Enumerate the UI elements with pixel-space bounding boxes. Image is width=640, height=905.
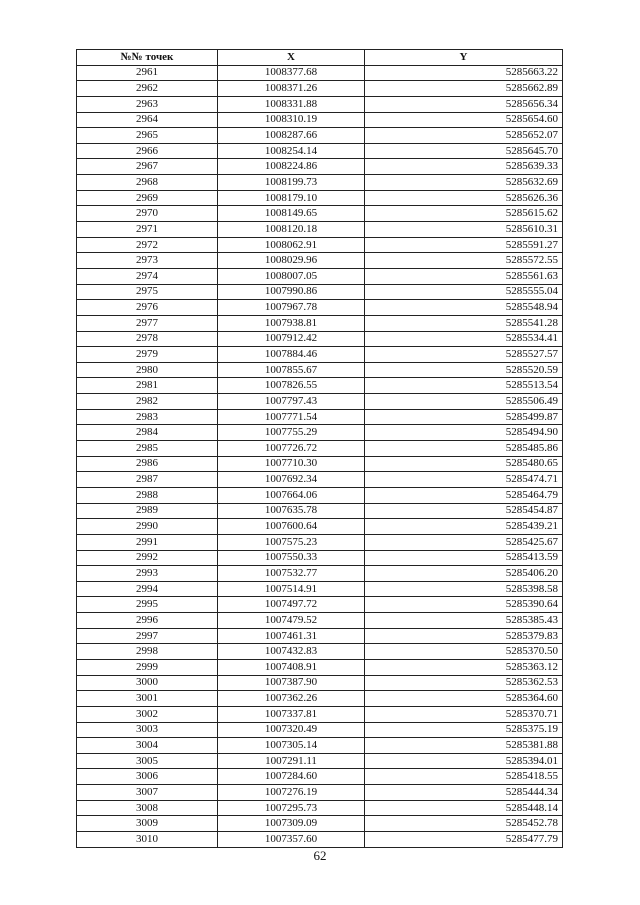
cell-x: 1007855.67 [218, 362, 365, 378]
cell-x: 1008224.86 [218, 159, 365, 175]
cell-x: 1008310.19 [218, 112, 365, 128]
cell-x: 1007514.91 [218, 581, 365, 597]
cell-x: 1007432.83 [218, 644, 365, 660]
cell-y: 5285656.34 [365, 96, 563, 112]
table-row [77, 738, 563, 754]
cell-x: 1008377.68 [218, 65, 365, 81]
cell-x: 1007990.86 [218, 284, 365, 300]
cell-point-number: 2978 [77, 331, 218, 347]
cell-y: 5285394.01 [365, 753, 563, 769]
cell-point-number: 2983 [77, 409, 218, 425]
cell-y: 5285527.57 [365, 347, 563, 363]
cell-point-number: 3005 [77, 753, 218, 769]
cell-y: 5285572.55 [365, 253, 563, 269]
cell-y: 5285364.60 [365, 691, 563, 707]
cell-point-number: 3007 [77, 785, 218, 801]
cell-y: 5285362.53 [365, 675, 563, 691]
table-row [77, 315, 563, 331]
cell-x: 1007291.11 [218, 753, 365, 769]
cell-y: 5285474.71 [365, 472, 563, 488]
cell-x: 1007479.52 [218, 613, 365, 629]
table-body [77, 65, 563, 847]
cell-x: 1007967.78 [218, 300, 365, 316]
table-row [77, 534, 563, 550]
cell-x: 1007726.72 [218, 441, 365, 457]
cell-x: 1007664.06 [218, 487, 365, 503]
cell-y: 5285639.33 [365, 159, 563, 175]
cell-x: 1008331.88 [218, 96, 365, 112]
cell-point-number: 2981 [77, 378, 218, 394]
cell-point-number: 3009 [77, 816, 218, 832]
cell-point-number: 2982 [77, 394, 218, 410]
cell-point-number: 2976 [77, 300, 218, 316]
cell-x: 1007575.23 [218, 534, 365, 550]
table-row [77, 409, 563, 425]
table-row [77, 175, 563, 191]
cell-y: 5285398.58 [365, 581, 563, 597]
table-row [77, 362, 563, 378]
cell-x: 1007755.29 [218, 425, 365, 441]
cell-y: 5285418.55 [365, 769, 563, 785]
cell-point-number: 3000 [77, 675, 218, 691]
table-row [77, 253, 563, 269]
page-number: 62 [313, 848, 327, 863]
cell-point-number: 2993 [77, 566, 218, 582]
table-row [77, 143, 563, 159]
cell-point-number: 2968 [77, 175, 218, 191]
table-row [77, 128, 563, 144]
table-row [77, 222, 563, 238]
cell-point-number: 2967 [77, 159, 218, 175]
table-row [77, 206, 563, 222]
cell-point-number: 2996 [77, 613, 218, 629]
table-row [77, 800, 563, 816]
cell-x: 1008029.96 [218, 253, 365, 269]
cell-point-number: 2995 [77, 597, 218, 613]
cell-point-number: 2990 [77, 519, 218, 535]
header-x: X [218, 50, 365, 66]
cell-x: 1008062.91 [218, 237, 365, 253]
table-row [77, 441, 563, 457]
cell-point-number: 2963 [77, 96, 218, 112]
cell-point-number: 2979 [77, 347, 218, 363]
cell-x: 1007692.34 [218, 472, 365, 488]
cell-x: 1008120.18 [218, 222, 365, 238]
cell-y: 5285370.71 [365, 706, 563, 722]
cell-x: 1007337.81 [218, 706, 365, 722]
cell-x: 1008287.66 [218, 128, 365, 144]
cell-x: 1007387.90 [218, 675, 365, 691]
table-row [77, 550, 563, 566]
cell-x: 1007635.78 [218, 503, 365, 519]
table-row [77, 331, 563, 347]
cell-x: 1007710.30 [218, 456, 365, 472]
cell-y: 5285477.79 [365, 832, 563, 848]
table-row [77, 769, 563, 785]
table-row [77, 81, 563, 97]
cell-point-number: 2984 [77, 425, 218, 441]
table-row [77, 96, 563, 112]
cell-y: 5285534.41 [365, 331, 563, 347]
cell-x: 1007362.26 [218, 691, 365, 707]
table-row [77, 268, 563, 284]
cell-point-number: 2985 [77, 441, 218, 457]
cell-y: 5285662.89 [365, 81, 563, 97]
table-row [77, 237, 563, 253]
table-row [77, 691, 563, 707]
coordinates-table [76, 49, 563, 848]
cell-x: 1007797.43 [218, 394, 365, 410]
cell-x: 1008149.65 [218, 206, 365, 222]
cell-y: 5285379.83 [365, 628, 563, 644]
cell-point-number: 2973 [77, 253, 218, 269]
cell-y: 5285381.88 [365, 738, 563, 754]
cell-x: 1007295.73 [218, 800, 365, 816]
table-row [77, 159, 563, 175]
cell-point-number: 2994 [77, 581, 218, 597]
cell-x: 1007938.81 [218, 315, 365, 331]
table-row [77, 300, 563, 316]
cell-point-number: 2966 [77, 143, 218, 159]
cell-point-number: 3004 [77, 738, 218, 754]
table-row [77, 190, 563, 206]
cell-y: 5285494.90 [365, 425, 563, 441]
table-row [77, 613, 563, 629]
cell-y: 5285413.59 [365, 550, 563, 566]
cell-y: 5285610.31 [365, 222, 563, 238]
cell-y: 5285406.20 [365, 566, 563, 582]
cell-point-number: 2962 [77, 81, 218, 97]
cell-point-number: 3002 [77, 706, 218, 722]
cell-x: 1007309.09 [218, 816, 365, 832]
cell-point-number: 2992 [77, 550, 218, 566]
cell-x: 1008199.73 [218, 175, 365, 191]
cell-y: 5285561.63 [365, 268, 563, 284]
cell-x: 1007550.33 [218, 550, 365, 566]
cell-y: 5285520.59 [365, 362, 563, 378]
cell-point-number: 2964 [77, 112, 218, 128]
table-header [77, 50, 563, 66]
cell-x: 1007884.46 [218, 347, 365, 363]
cell-point-number: 2998 [77, 644, 218, 660]
table-row [77, 456, 563, 472]
cell-x: 1007276.19 [218, 785, 365, 801]
cell-x: 1007284.60 [218, 769, 365, 785]
cell-x: 1007357.60 [218, 832, 365, 848]
cell-point-number: 2974 [77, 268, 218, 284]
table-row [77, 347, 563, 363]
cell-y: 5285425.67 [365, 534, 563, 550]
header-row [77, 50, 563, 66]
table-row [77, 378, 563, 394]
table-row [77, 628, 563, 644]
cell-y: 5285480.65 [365, 456, 563, 472]
table-row [77, 394, 563, 410]
cell-x: 1007497.72 [218, 597, 365, 613]
cell-y: 5285454.87 [365, 503, 563, 519]
table-row [77, 566, 563, 582]
cell-y: 5285485.86 [365, 441, 563, 457]
cell-y: 5285591.27 [365, 237, 563, 253]
table-row [77, 785, 563, 801]
cell-point-number: 2987 [77, 472, 218, 488]
table-row [77, 644, 563, 660]
table-row [77, 503, 563, 519]
cell-x: 1008254.14 [218, 143, 365, 159]
cell-point-number: 3006 [77, 769, 218, 785]
cell-y: 5285615.62 [365, 206, 563, 222]
cell-x: 1007600.64 [218, 519, 365, 535]
cell-y: 5285375.19 [365, 722, 563, 738]
cell-point-number: 2988 [77, 487, 218, 503]
cell-x: 1007912.42 [218, 331, 365, 347]
cell-point-number: 2972 [77, 237, 218, 253]
table-row [77, 706, 563, 722]
cell-x: 1007826.55 [218, 378, 365, 394]
cell-point-number: 3001 [77, 691, 218, 707]
cell-y: 5285452.78 [365, 816, 563, 832]
cell-x: 1008179.10 [218, 190, 365, 206]
cell-x: 1007408.91 [218, 659, 365, 675]
cell-point-number: 3010 [77, 832, 218, 848]
cell-x: 1007771.54 [218, 409, 365, 425]
table-row [77, 722, 563, 738]
header-point-number: №№ точек [77, 50, 218, 66]
cell-point-number: 2965 [77, 128, 218, 144]
cell-y: 5285626.36 [365, 190, 563, 206]
cell-point-number: 2977 [77, 315, 218, 331]
cell-point-number: 2989 [77, 503, 218, 519]
cell-y: 5285363.12 [365, 659, 563, 675]
table-row [77, 675, 563, 691]
cell-x: 1007320.49 [218, 722, 365, 738]
cell-point-number: 2970 [77, 206, 218, 222]
cell-y: 5285632.69 [365, 175, 563, 191]
table-row [77, 581, 563, 597]
cell-point-number: 2999 [77, 659, 218, 675]
table-row [77, 753, 563, 769]
table-row [77, 112, 563, 128]
cell-y: 5285448.14 [365, 800, 563, 816]
table-row [77, 659, 563, 675]
cell-x: 1007532.77 [218, 566, 365, 582]
cell-y: 5285390.64 [365, 597, 563, 613]
cell-point-number: 2961 [77, 65, 218, 81]
cell-y: 5285385.43 [365, 613, 563, 629]
cell-point-number: 3008 [77, 800, 218, 816]
table-row [77, 519, 563, 535]
cell-point-number: 2971 [77, 222, 218, 238]
cell-point-number: 2986 [77, 456, 218, 472]
cell-y: 5285645.70 [365, 143, 563, 159]
cell-point-number: 2997 [77, 628, 218, 644]
cell-x: 1007305.14 [218, 738, 365, 754]
cell-x: 1008007.05 [218, 268, 365, 284]
cell-y: 5285464.79 [365, 487, 563, 503]
table-row [77, 832, 563, 848]
table-row [77, 284, 563, 300]
cell-y: 5285654.60 [365, 112, 563, 128]
table-row [77, 597, 563, 613]
table-row [77, 487, 563, 503]
cell-y: 5285548.94 [365, 300, 563, 316]
cell-y: 5285652.07 [365, 128, 563, 144]
cell-y: 5285506.49 [365, 394, 563, 410]
cell-point-number: 3003 [77, 722, 218, 738]
cell-point-number: 2991 [77, 534, 218, 550]
table-row [77, 472, 563, 488]
table-row [77, 425, 563, 441]
cell-y: 5285541.28 [365, 315, 563, 331]
cell-y: 5285555.04 [365, 284, 563, 300]
table-row [77, 65, 563, 81]
cell-y: 5285513.54 [365, 378, 563, 394]
cell-y: 5285444.34 [365, 785, 563, 801]
cell-x: 1007461.31 [218, 628, 365, 644]
cell-y: 5285499.87 [365, 409, 563, 425]
cell-point-number: 2980 [77, 362, 218, 378]
table-row [77, 816, 563, 832]
cell-point-number: 2969 [77, 190, 218, 206]
cell-x: 1008371.26 [218, 81, 365, 97]
cell-y: 5285663.22 [365, 65, 563, 81]
cell-point-number: 2975 [77, 284, 218, 300]
header-y: Y [365, 50, 563, 66]
cell-y: 5285370.50 [365, 644, 563, 660]
cell-y: 5285439.21 [365, 519, 563, 535]
